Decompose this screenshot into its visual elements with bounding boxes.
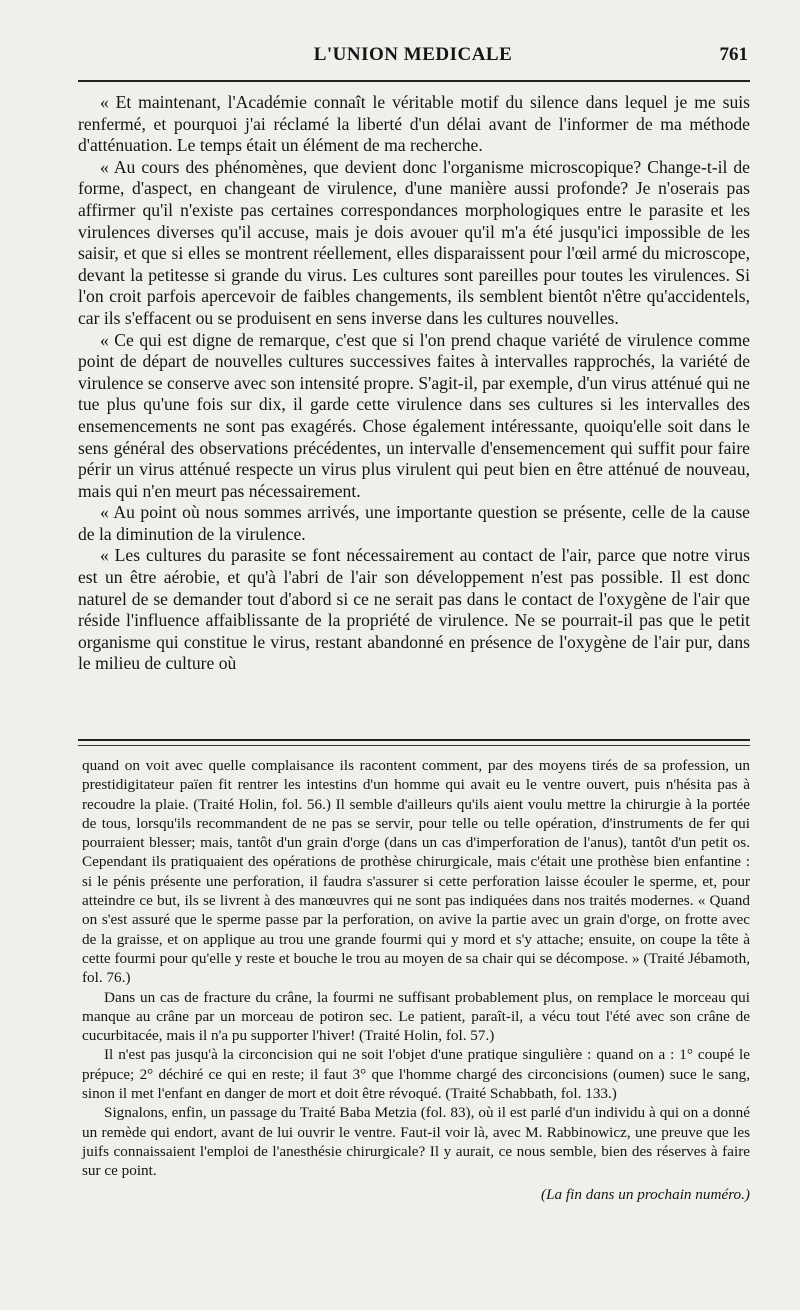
continuation-note: (La fin dans un prochain numéro.) bbox=[541, 1185, 750, 1203]
main-paragraph: « Au point où nous sommes arrivés, une importante question se présente, celle de la cause de la diminution de la virulence. bbox=[78, 502, 750, 544]
main-paragraph: « Les cultures du parasite se font nécessairement au contact de l'air, parce que notre virus est un être aérobie, et qu'à l'abri de l'air son développement n'est pas possible. Il est donc naturel de se demander tout d'abord si ce ne serait pas dans le contact de l'oxygène de l'air que réside l'influence affaiblissante de la propriété de virulence. Ne se pourrait-il pas que le petit organisme qui constitue le virus, restant abandonné en présence de l'oxygène de l'air pur, dans le milieu de culture où bbox=[78, 545, 750, 674]
footnote-paragraph: Dans un cas de fracture du crâne, la fourmi ne suffisant probablement plus, on remplace le morceau qui manque au crâne par un morceau de potiron sec. Le patient, paraît-il, a vécu tout l'été avec son crâne de cucurbitacée, mais il n'a pu supporter l'hiver! (Traité Holin, fol. 57.) bbox=[82, 988, 750, 1045]
journal-title: L'UNION MEDICALE bbox=[313, 44, 513, 65]
footnote-text bbox=[82, 756, 750, 1204]
main-text bbox=[78, 92, 750, 675]
footnote-rule-thin bbox=[78, 745, 750, 746]
main-paragraph: « Ce qui est digne de remarque, c'est que si l'on prend chaque variété de virulence comme point de départ de nouvelles cultures successives faites à intervalles rapprochés, la variété de virulence se conserve avec son intensité propre. S'agit-il, par exemple, d'un virus atténué qui ne tue plus qu'une fois sur dix, il garde cette virulence dans ses cultures si les intervalles des ensemencements ne sont pas exagérés. Chose également intéressante, quoiqu'elle soit dans le sens général des observations précédentes, un intervalle d'ensemencement qui suffit pour faire périr un virus atténué respecte un virus plus virulent qui peut bien en être atténué de nouveau, mais qui n'en meurt pas nécessairement. bbox=[78, 329, 750, 501]
page-number: 761 bbox=[719, 44, 748, 65]
footnote-paragraph: quand on voit avec quelle complaisance ils racontent comment, par des moyens tirés de sa profession, un prestidigitateur païen fit rentrer les intestins d'un homme qui avait eu le ventre ouvert, puis n'hésita pas à recoudre la plaie. (Traité Holin, fol. 56.) Il semble d'ailleurs qu'ils aient voulu mettre la chirurgie à la portée de tous, lorsqu'ils recommandent de ne pas se servir, pour telle ou telle opération, d'instruments de fer qui pourraient blesser; mais, tantôt d'un grain d'orge (dans un cas d'imperforation de l'anus), tantôt d'un petit os. Cependant ils pratiquaient des opérations de prothèse chirurgicale, mais c'était une prothèse bien enfantine : si le pénis présente une perforation, il faudra s'assurer si cette perforation laisse écouler le sperme, et, pour atteindre ce but, ils se livrent à des manœuvres qui ne sont pas indiquées dans nos traités modernes. « Quand on s'est assuré que le sperme passe par la perforation, on avive la partie avec un grain d'orge, on frotte avec de la graisse, et on applique au trou une grande fourmi qui y mord et s'y attache; ensuite, on coupe la tête à cette fourmi pour qu'elle y reste et bouche le trou au moyen de sa chair qui se décompose. » (Traité Jébamoth, fol. 76.) bbox=[82, 757, 750, 987]
footnote-paragraph: Signalons, enfin, un passage du Traité Baba Metzia (fol. 83), où il est parlé d'un individu à qui on a donné un remède qui endort, avant de lui ouvrir le ventre. Faut-il voir là, avec M. Rabbinowicz, une preuve que les juifs connaissaient l'emploi de l'anesthésie chirurgicale? Il y aurait, ce nous semble, bien des réserves à faire sur ce point. bbox=[82, 1104, 750, 1180]
header-rule bbox=[78, 80, 750, 82]
footnote-paragraph: Il n'est pas jusqu'à la circoncision qui ne soit l'objet d'une pratique singulière : quand on a : 1° coupé le prépuce; 2° déchiré ce qui en reste; il faut 3° que l'homme chargé des circoncisions (oumen) suce le sang, sinon il met l'enfant en danger de mort et doit être révoqué. (Traité Schabbath, fol. 133.) bbox=[82, 1046, 750, 1103]
footnote-rule bbox=[78, 739, 750, 741]
running-header bbox=[78, 44, 748, 72]
main-paragraph: « Au cours des phénomènes, que devient donc l'organisme microscopique? Change-t-il de forme, d'aspect, en changeant de virulence, d'une manière aussi profonde? Je n'oserais pas affirmer qu'il n'existe pas certaines correspondances morphologiques entre le parasite et les virulences diverses qu'il accuse, mais je dois avouer qu'il m'a été jusqu'ici impossible de les saisir, et que si elles se montrent réellement, elles disparaissent pour l'œil armé du microscope, devant la petitesse si grande du virus. Les cultures sont pareilles pour toutes les virulences. Si l'on croit parfois apercevoir de faibles changements, ils semblent bientôt n'être qu'accidentels, car ils s'effacent ou se produisent en sens inverse dans les cultures nouvelles. bbox=[78, 156, 750, 328]
main-paragraph: « Et maintenant, l'Académie connaît le véritable motif du silence dans lequel je me suis renfermé, et pourquoi j'ai réclamé la liberté d'un délai avant de l'informer de ma méthode d'atténuation. Le temps était un élément de ma recherche. bbox=[78, 92, 750, 156]
